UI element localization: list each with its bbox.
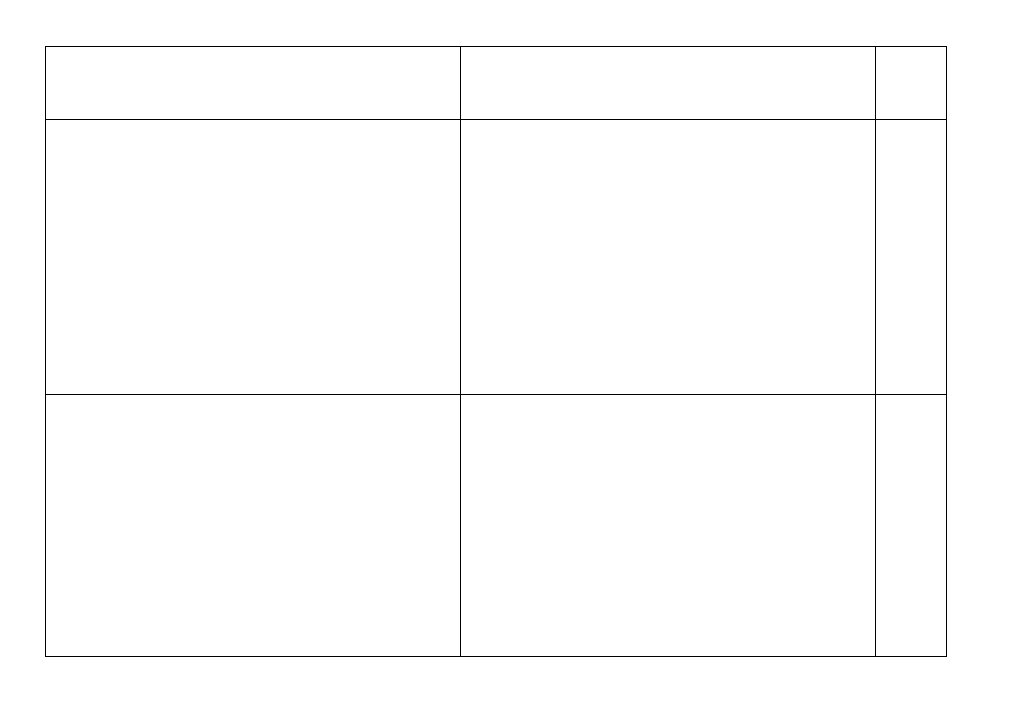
note-cell [876, 47, 947, 120]
note-cell [876, 395, 947, 657]
comparison-table [45, 46, 947, 657]
revised-text-cell [461, 120, 876, 395]
current-text-cell [46, 47, 461, 120]
table-row [46, 120, 947, 395]
table-row [46, 395, 947, 657]
current-text-cell [46, 395, 461, 657]
table-row [46, 47, 947, 120]
revised-text-cell [461, 395, 876, 657]
note-cell [876, 120, 947, 395]
revised-text-cell [461, 47, 876, 120]
current-text-cell [46, 120, 461, 395]
